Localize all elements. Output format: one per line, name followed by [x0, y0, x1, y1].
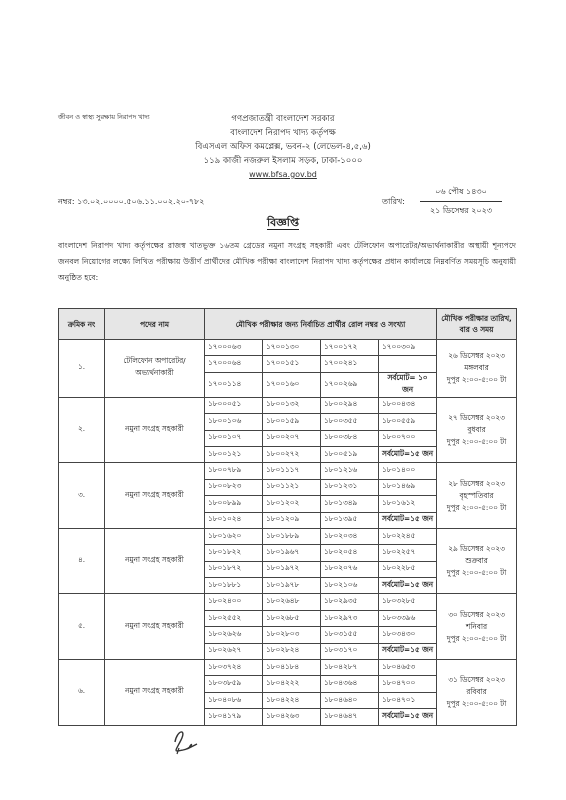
notice-title-wrap: [0, 214, 566, 233]
roll-cell: ১৮০১১১৭: [263, 463, 321, 479]
post-name-cell: নমুনা সংগ্রহ সহকারী: [105, 594, 205, 660]
total-cell: সর্বমোট=১৫ জন: [379, 578, 437, 594]
roll-cell: ১৮০০২৯৪: [321, 397, 379, 413]
roll-cell: ১৮০৩২৮৫: [379, 594, 437, 610]
notice-title: বিজ্ঞপ্তি: [267, 216, 299, 229]
roll-cell: ১৮০১৬২০: [205, 528, 263, 544]
roll-cell: ১৮০৪১৭৯: [205, 709, 263, 725]
signature: [167, 722, 203, 758]
roll-cell: ১৮০০৫৫৯: [379, 414, 437, 430]
schedule-time: দুপুর ২:০০-৫:০০ টা: [446, 502, 507, 512]
roll-cell: ১৮০১৯৭২: [263, 561, 321, 577]
roll-cell: ১৮০০৭০০: [379, 430, 437, 446]
schedule-cell: [437, 528, 517, 594]
roll-cell: ১৭০০০৬৩: [205, 340, 263, 356]
post-name-cell: টেলিফোন অপারেটর/অভ্যর্থনাকারী: [105, 340, 205, 398]
roll-cell: ১৭০০০৬৪: [205, 356, 263, 372]
roll-cell: ১৮০০১০৬: [205, 414, 263, 430]
date-label: তারিখ:: [382, 197, 405, 206]
roll-cell: ১৮০১৮২২: [205, 545, 263, 561]
roll-cell: ১৮০২১০৬: [321, 578, 379, 594]
schedule-cell: [437, 463, 517, 529]
roll-cell: ১৮০১৮৭২: [205, 561, 263, 577]
date-bangla: ০৬ পৌষ ১৪৩০: [420, 186, 502, 202]
motto-text: জীবন ও স্বাস্থ্য সুরক্ষায় নিরাপদ খাদ্য: [58, 113, 150, 121]
roll-cell: ১৮০০১২১: [205, 446, 263, 462]
roll-cell: ১৮০২৮২৪: [263, 643, 321, 659]
roll-cell: ১৮০২২৮৫: [379, 561, 437, 577]
post-name-cell: নমুনা সংগ্রহ সহকারী: [105, 397, 205, 463]
roll-cell: ১৮০১২০২: [263, 496, 321, 512]
authority-name: বাংলাদেশ নিরাপদ খাদ্য কর্তৃপক্ষ: [230, 128, 336, 138]
roll-cell: ১৮০৩৩৯৬: [379, 610, 437, 626]
roll-cell: ১৮০৩১৫৫: [321, 627, 379, 643]
serial-cell: ৩.: [59, 463, 105, 529]
roll-cell: ১৮০১৪৬৯: [379, 479, 437, 495]
roll-cell: [379, 356, 437, 372]
schedule-day: মঙ্গলবার: [464, 363, 489, 373]
post-name-cell: নমুনা সংগ্রহ সহকারী: [105, 463, 205, 529]
roll-cell: ১৮০২০৫৪: [321, 545, 379, 561]
schedule-date: ২৭ ডিসেম্বর ২০২৩: [448, 413, 505, 423]
total-cell: সর্বমোট=১৫ জন: [379, 446, 437, 462]
roll-cell: ১৮০৪৬৪৭: [321, 709, 379, 725]
table-row: [59, 528, 517, 544]
schedule-day: শুক্রবার: [465, 556, 488, 566]
schedule-day: রবিবার: [466, 687, 487, 697]
table-row: [59, 463, 517, 479]
roll-cell: ১৮০২০৭৬: [321, 561, 379, 577]
roll-cell: ১৮০০১৫৯: [263, 414, 321, 430]
roll-cell: ১৮০০২০৭: [263, 430, 321, 446]
roll-cell: ১৮০০৪৩৪: [379, 397, 437, 413]
roll-cell: ১৮০১১২১: [263, 479, 321, 495]
roll-cell: ১৮০০১৩২: [263, 397, 321, 413]
roll-cell: ১৮০০৫১৯: [321, 446, 379, 462]
roll-cell: ১৮০৪২২৪: [263, 692, 321, 708]
roll-cell: ১৮০৩৪৩০: [379, 627, 437, 643]
roll-cell: ১৮০২২৪৫: [379, 528, 437, 544]
roll-cell: ১৮০২৬২৭: [205, 643, 263, 659]
schedule-time: দুপুর ২:০০-৫:০০ টা: [446, 437, 507, 447]
schedule-day: শনিবার: [466, 621, 487, 631]
memo-number: নম্বর: ১৩.০২.০০০০.৫০৬.১১.০০২.২০-৭৮২: [58, 197, 205, 206]
roll-cell: ১৮০১৬১২: [379, 496, 437, 512]
roll-cell: ১৭০০২৬৯: [321, 372, 379, 397]
date-english: ২১ ডিসেম্বর ২০২৩: [429, 206, 493, 215]
roll-cell: ১৮০৪১৮৪: [263, 660, 321, 676]
schedule-date: ২৯ ডিসেম্বর ২০২৩: [448, 544, 505, 554]
roll-cell: ১৮০২৫৫২: [205, 610, 263, 626]
total-cell: সর্বমোট=১৫ জন: [379, 709, 437, 725]
roll-cell: ১৮০১০২৪: [205, 512, 263, 528]
website-link[interactable]: www.bfsa.gov.bd: [249, 170, 317, 179]
roll-cell: ১৮০৪২৬৩: [263, 709, 321, 725]
schedule-date: ২৮ ডিসেম্বর ২০২৩: [448, 478, 505, 488]
schedule-cell: [437, 397, 517, 463]
serial-cell: ১.: [59, 340, 105, 398]
roll-cell: ১৮০২৯৭৩: [321, 610, 379, 626]
total-cell: সর্বমোট= ১০ জন: [379, 372, 437, 397]
roll-cell: ১৮০১৮৮১: [205, 578, 263, 594]
serial-cell: ২.: [59, 397, 105, 463]
schedule-date: ৩১ ডিসেম্বর ২০২৩: [448, 675, 505, 685]
roll-cell: ১৮০৩১৭০: [321, 643, 379, 659]
roll-cell: ১৮০৪২২২: [263, 676, 321, 692]
address-line-1: বিএসএল অফিস কমপ্লেক্স, ভবন-২ (লেভেল-৪,৫,৬): [195, 142, 371, 152]
schedule-time: দুপুর ২:০০-৫:০০ টা: [446, 375, 507, 385]
roll-cell: ১৮০০৮২৩: [205, 479, 263, 495]
roll-cell: ১৮০২৬২৬: [205, 627, 263, 643]
serial-cell: ৪.: [59, 528, 105, 594]
roll-cell: ১৮০২২৫৭: [379, 545, 437, 561]
roll-cell: ১৭০০৩০৯: [379, 340, 437, 356]
government-name: গণপ্রজাতন্ত্রী বাংলাদেশ সরকার: [231, 114, 335, 124]
schedule-cell: [437, 660, 517, 726]
schedule-date: ২৬ ডিসেম্বর ২০২৩: [448, 351, 505, 361]
roll-cell: ১৭০০১৫১: [263, 356, 321, 372]
header-post: পদের নাম: [105, 309, 205, 340]
roll-cell: ১৮০২০৩৪: [321, 528, 379, 544]
header-schedule: মৌখিক পরীক্ষার তারিখ, বার ও সময়: [437, 309, 517, 340]
roll-cell: ১৮০০৩৮৪: [321, 430, 379, 446]
schedule-cell: [437, 340, 517, 398]
exam-schedule-table: [58, 308, 517, 726]
header-rolls: মৌখিক পরীক্ষার জন্য নির্বাচিত প্রার্থীর রোল নম্বর ও সংখ্যা: [205, 309, 437, 340]
schedule-time: দুপুর ২:০০-৫:০০ টা: [446, 568, 507, 578]
header-serial: ক্রমিক নং: [59, 309, 105, 340]
roll-cell: ১৮০৪২৮৭: [321, 660, 379, 676]
table-row: [59, 397, 517, 413]
table-body: [59, 340, 517, 726]
roll-cell: ১৮০০৩৫৫: [321, 414, 379, 430]
roll-cell: ১৮০২৮০৩: [263, 627, 321, 643]
roll-cell: ১৮০১২১৬: [321, 463, 379, 479]
roll-cell: ১৮০৪৭০০: [379, 676, 437, 692]
total-cell: সর্বমোট=১৫ জন: [379, 512, 437, 528]
roll-cell: ১৮০০৮৯৯: [205, 496, 263, 512]
roll-cell: ১৮০০০৫১: [205, 397, 263, 413]
serial-cell: ৬.: [59, 660, 105, 726]
roll-cell: ১৮০২৬৪৮: [263, 594, 321, 610]
total-cell: সর্বমোট=১৫ জন: [379, 643, 437, 659]
table-row: [59, 340, 517, 356]
roll-cell: ১৮০১৯৬৭: [263, 545, 321, 561]
roll-cell: ১৭০০১৩০: [263, 340, 321, 356]
roll-cell: ১৮০০১০৭: [205, 430, 263, 446]
roll-cell: ১৮০১৮৮৯: [263, 528, 321, 544]
roll-cell: ১৮০১৩৪৯: [321, 496, 379, 512]
schedule-day: বৃহস্পতিবার: [459, 490, 494, 500]
roll-cell: ১৮০৪৭০১: [379, 692, 437, 708]
roll-cell: ১৮০৪৬৫৩: [379, 660, 437, 676]
roll-cell: ১৮০০২৭২: [263, 446, 321, 462]
roll-cell: ১৭০০১১৪: [205, 372, 263, 397]
schedule-time: দুপুর ২:০০-৫:০০ টা: [446, 699, 507, 709]
roll-cell: ১৮০৩৭২৪: [205, 660, 263, 676]
notice-intro: বাংলাদেশ নিরাপদ খাদ্য কর্তৃপক্ষের রাজস্ব খাতভুক্ত ১৬তম গ্রেডের নমুনা সংগ্রহ সহকারী এবং টেলিফোন অপারেটর/অভ্যর্থনাকারীর অস্থায়ী শূন্যপদে জনবল নিয়োগের লক্ষ্যে লিখিত পরীক্ষায় উত্তীর্ণ প্রার্থীদের মৌখিক পরীক্ষা বাংলাদেশ নিরাপদ খাদ্য কর্তৃপক্ষের প্রধান কার্যালয়ে নিম্নবর্ণিত সময়সূচি অনুযায়ী অনুষ্ঠিত হবে:: [58, 241, 516, 282]
roll-cell: ১৮০২৪০০: [205, 594, 263, 610]
post-name-cell: নমুনা সংগ্রহ সহকারী: [105, 660, 205, 726]
address-line-2: ১১৯ কাজী নজরুল ইসলাম সড়ক, ঢাকা-১০০০: [203, 156, 363, 166]
roll-cell: ১৮০১৯৭৮: [263, 578, 321, 594]
schedule-day: বুধবার: [467, 425, 486, 435]
roll-cell: ১৮০২৬৮৫: [263, 610, 321, 626]
roll-cell: ১৮০১৪০০: [379, 463, 437, 479]
roll-cell: ১৮০১২০৯: [263, 512, 321, 528]
roll-cell: ১৮০৪০৮৬: [205, 692, 263, 708]
table-row: [59, 594, 517, 610]
schedule-time: দুপুর ২:০০-৫:০০ টা: [446, 633, 507, 643]
roll-cell: ১৭০০১৭২: [321, 340, 379, 356]
table-row: [59, 660, 517, 676]
roll-cell: ১৮০৩৮৫৯: [205, 676, 263, 692]
table-header-row: [59, 309, 517, 340]
serial-cell: ৫.: [59, 594, 105, 660]
schedule-date: ৩০ ডিসেম্বর ২০২৩: [448, 609, 505, 619]
roll-cell: ১৮০০৭৮৯: [205, 463, 263, 479]
post-name-cell: নমুনা সংগ্রহ সহকারী: [105, 528, 205, 594]
roll-cell: ১৭০০১৬০: [263, 372, 321, 397]
roll-cell: ১৮০৪৩৬৪: [321, 676, 379, 692]
roll-cell: ১৮০৪৬৪০: [321, 692, 379, 708]
roll-cell: ১৮০১৩৯৫: [321, 512, 379, 528]
roll-cell: ১৮০১২৩১: [321, 479, 379, 495]
schedule-cell: [437, 594, 517, 660]
roll-cell: ১৭০০২৪১: [321, 356, 379, 372]
roll-cell: ১৮০২৯৩৫: [321, 594, 379, 610]
